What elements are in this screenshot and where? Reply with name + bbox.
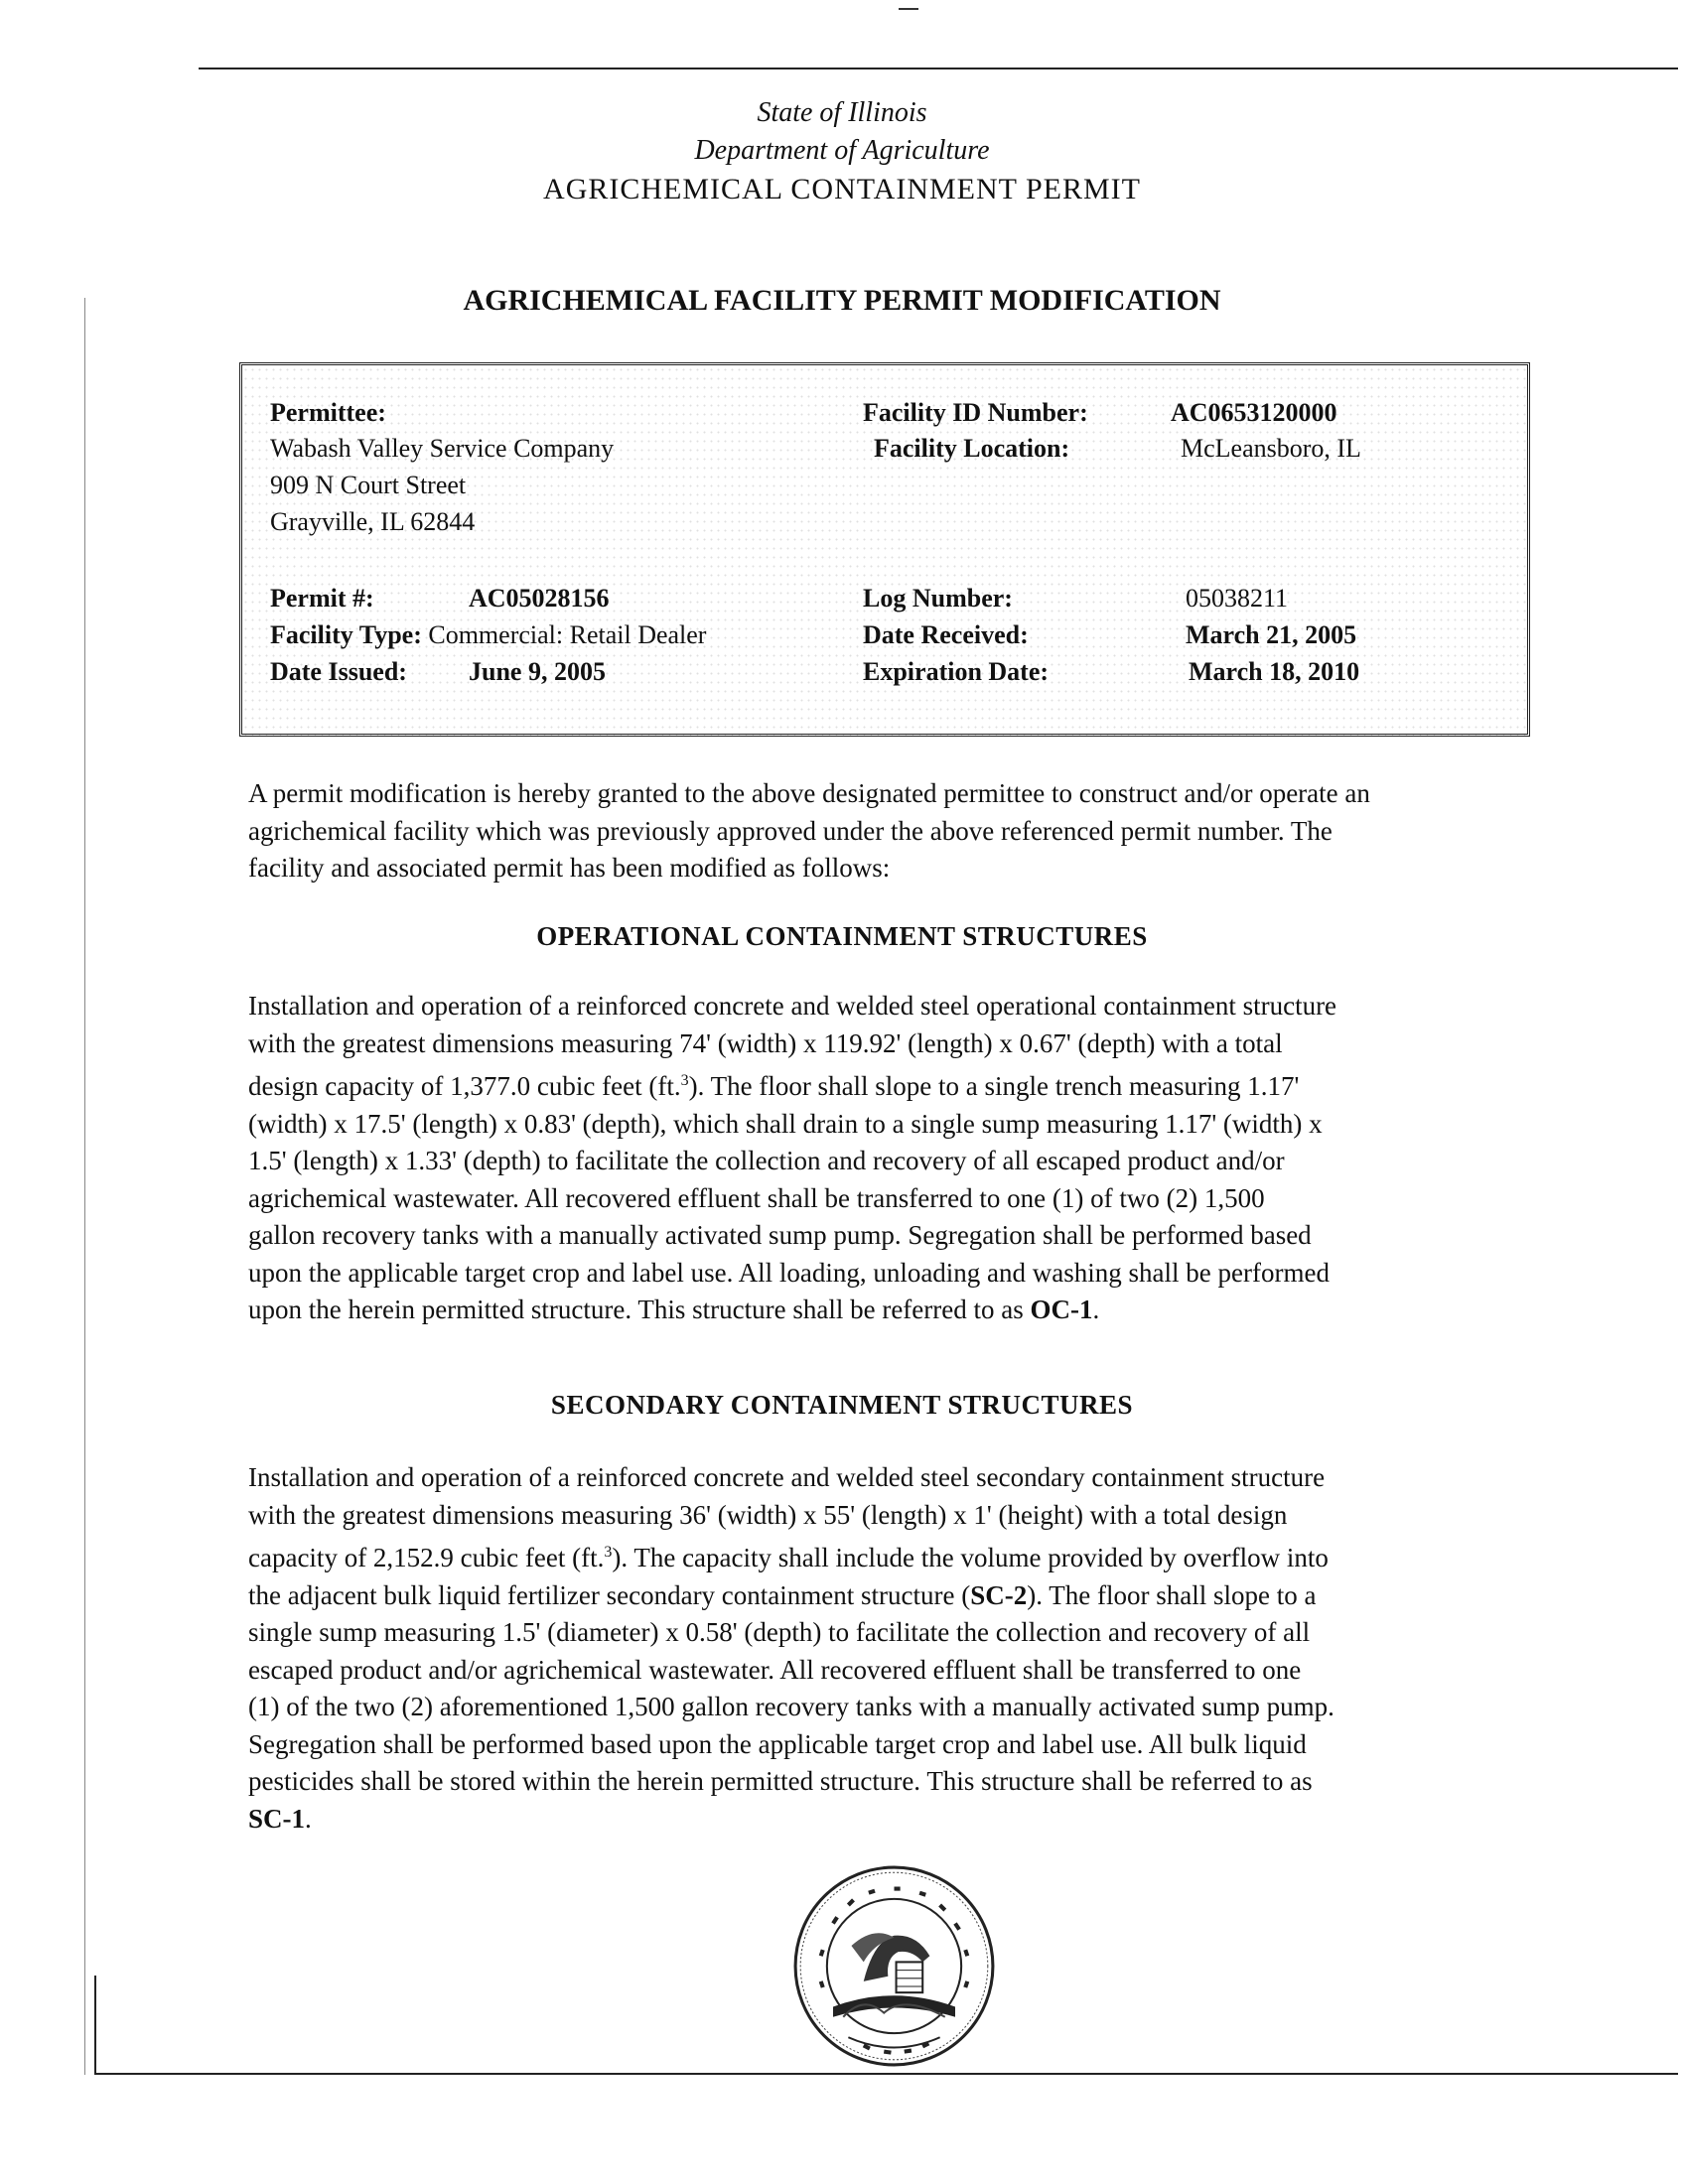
body-line: Installation and operation of a reinforced concrete and welded steel operational containment structure xyxy=(248,991,1337,1021)
body-line: the adjacent bulk liquid fertilizer secondary containment structure (SC-2). The floor shall slope to a xyxy=(248,1579,1317,1610)
facility-type-value: Commercial: Retail Dealer xyxy=(428,620,707,649)
document-title: AGRICHEMICAL CONTAINMENT PERMIT xyxy=(543,173,1141,205)
body-line: agrichemical wastewater. All recovered effluent shall be transferred to one (1) of two (2) 1,500 xyxy=(248,1182,1265,1213)
date-issued-label: Date Issued: xyxy=(270,657,407,686)
bottom-rule xyxy=(94,2073,1678,2075)
department-heading: Department of Agriculture xyxy=(694,135,990,166)
body-line: capacity of 2,152.9 cubic feet (ft.$^3$). The capacity shall include the volume provided by overflow into xyxy=(248,1543,1329,1572)
date-issued-value: June 9, 2005 xyxy=(469,657,606,686)
body-line: with the greatest dimensions measuring 36' (width) x 55' (length) x 1' (height) with a total design xyxy=(248,1499,1288,1530)
permit-info-box xyxy=(239,362,1530,737)
permittee-city: Grayville, IL 62844 xyxy=(270,507,476,536)
date-received-value: March 21, 2005 xyxy=(1186,620,1357,649)
operational-heading: OPERATIONAL CONTAINMENT STRUCTURES xyxy=(536,921,1148,951)
intro-paragraph xyxy=(248,775,1539,887)
permittee-street: 909 N Court Street xyxy=(270,471,467,499)
structure-id: SC-1 xyxy=(248,1803,306,1834)
structure-id: OC-1 xyxy=(1030,1295,1093,1324)
body-line: design capacity of 1,377.0 cubic feet (ft.$^3$). The floor shall slope to a single trench measuring 1.17' xyxy=(248,1071,1300,1101)
facility-location-label: Facility Location: xyxy=(874,434,1070,463)
intro-line: A permit modification is hereby granted to the above designated permittee to construct and/or operate an xyxy=(248,778,1370,808)
scan-mark xyxy=(899,8,918,10)
secondary-paragraph xyxy=(248,1459,1539,1838)
permittee-name: Wabash Valley Service Company xyxy=(270,434,615,463)
top-rule xyxy=(199,68,1678,69)
structure-id: SC-2 xyxy=(970,1579,1028,1610)
body-line: pesticides shall be stored within the herein permitted structure. This structure shall be referred to as xyxy=(248,1766,1313,1796)
facility-type-label: Facility Type: xyxy=(270,620,422,649)
intro-line: facility and associated permit has been modified as follows: xyxy=(248,853,891,883)
body-line: gallon recovery tanks with a manually activated sump pump. Segregation shall be performed based xyxy=(248,1220,1312,1250)
body-line: Segregation shall be performed based upon the applicable target crop and label use. All bulk liquid xyxy=(248,1728,1307,1759)
left-edge xyxy=(84,298,85,2075)
facility-id-value: AC0653120000 xyxy=(1171,398,1337,427)
body-line: escaped product and/or agrichemical wastewater. All recovered effluent shall be transferred to one xyxy=(248,1654,1302,1685)
body-line: (width) x 17.5' (length) x 0.83' (depth), which shall drain to a single sump measuring 1.17' (width) x xyxy=(248,1108,1323,1139)
date-received-label: Date Received: xyxy=(863,620,1029,649)
body-line: upon the applicable target crop and label use. All loading, unloading and washing shall be performed xyxy=(248,1257,1330,1288)
state-seal-icon xyxy=(792,1864,996,2068)
left-edge-bottom xyxy=(94,1976,96,2075)
body-line: Installation and operation of a reinforced concrete and welded steel secondary containment structure xyxy=(248,1462,1326,1492)
body-line: single sump measuring 1.5' (diameter) x 0.58' (depth) to facilitate the collection and recovery of all xyxy=(248,1617,1311,1647)
body-line: with the greatest dimensions measuring 74' (width) x 119.92' (length) x 0.67' (depth) with a total xyxy=(248,1027,1283,1058)
body-line: upon the herein permitted structure. This structure shall be referred to as OC-1. xyxy=(248,1295,1100,1324)
facility-id-label: Facility ID Number: xyxy=(863,398,1088,427)
body-line: 1.5' (length) x 1.33' (depth) to facilitate the collection and recovery of all escaped product and/or xyxy=(248,1146,1285,1175)
expiration-label: Expiration Date: xyxy=(863,657,1050,686)
document-subtitle: AGRICHEMICAL FACILITY PERMIT MODIFICATION xyxy=(463,284,1221,317)
operational-paragraph xyxy=(248,988,1539,1329)
secondary-heading: SECONDARY CONTAINMENT STRUCTURES xyxy=(550,1390,1134,1420)
body-line: (1) of the two (2) aforementioned 1,500 gallon recovery tanks with a manually activated sump pump. xyxy=(248,1692,1334,1721)
permit-number-value: AC05028156 xyxy=(469,584,610,613)
log-number-label: Log Number: xyxy=(863,584,1013,613)
permittee-label: Permittee: xyxy=(270,398,386,427)
intro-line: agrichemical facility which was previously approved under the above referenced permit number. The xyxy=(248,815,1333,846)
body-line: SC-1. xyxy=(248,1803,312,1834)
facility-location-value: McLeansboro, IL xyxy=(1181,434,1361,463)
expiration-value: March 18, 2010 xyxy=(1189,657,1360,686)
state-heading: State of Illinois xyxy=(757,97,927,128)
permit-number-label: Permit #: xyxy=(270,584,374,613)
log-number-value: 05038211 xyxy=(1186,584,1289,613)
